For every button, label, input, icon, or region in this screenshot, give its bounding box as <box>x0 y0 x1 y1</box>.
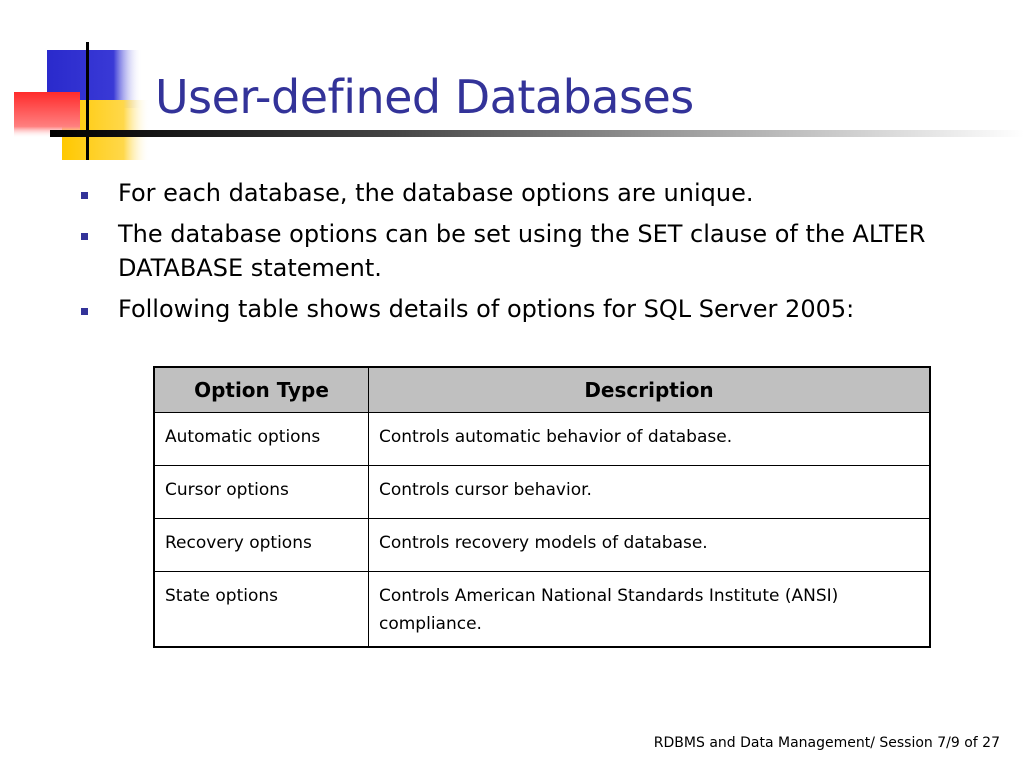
title-underline <box>50 130 1024 137</box>
options-table <box>153 366 931 648</box>
option-type-cell: State options <box>154 572 369 648</box>
description-cell: Controls automatic behavior of database. <box>369 413 931 466</box>
table-row <box>154 413 930 466</box>
header-option-type: Option Type <box>154 367 369 413</box>
option-type-cell: Cursor options <box>154 466 369 519</box>
bullet-text: Following table shows details of options for SQL Server 2005: <box>118 295 855 323</box>
option-type-cell: Recovery options <box>154 519 369 572</box>
bullet-item <box>78 292 958 326</box>
bullet-text: The database options can be set using the SET clause of the ALTER DATABASE statement. <box>118 220 926 282</box>
slide-title: User-defined Databases <box>155 70 694 124</box>
bullet-text: For each database, the database options are unique. <box>118 179 754 207</box>
table-row <box>154 519 930 572</box>
logo-vertical-line <box>86 42 89 160</box>
table-header-row <box>154 367 930 413</box>
table-row <box>154 466 930 519</box>
square-bullet-icon <box>81 308 88 315</box>
description-cell: Controls recovery models of database. <box>369 519 931 572</box>
bullet-item <box>78 176 958 210</box>
option-type-cell: Automatic options <box>154 413 369 466</box>
bullet-item <box>78 217 958 285</box>
description-cell: Controls American National Standards Institute (ANSI) compliance. <box>369 572 931 648</box>
slide-logo-graphic <box>0 0 160 170</box>
square-bullet-icon <box>81 192 88 199</box>
bullet-list <box>78 176 958 333</box>
table-row <box>154 572 930 648</box>
slide-footer: RDBMS and Data Management/ Session 7/9 of 27 <box>653 735 1000 751</box>
square-bullet-icon <box>81 233 88 240</box>
description-cell: Controls cursor behavior. <box>369 466 931 519</box>
header-description: Description <box>369 367 931 413</box>
